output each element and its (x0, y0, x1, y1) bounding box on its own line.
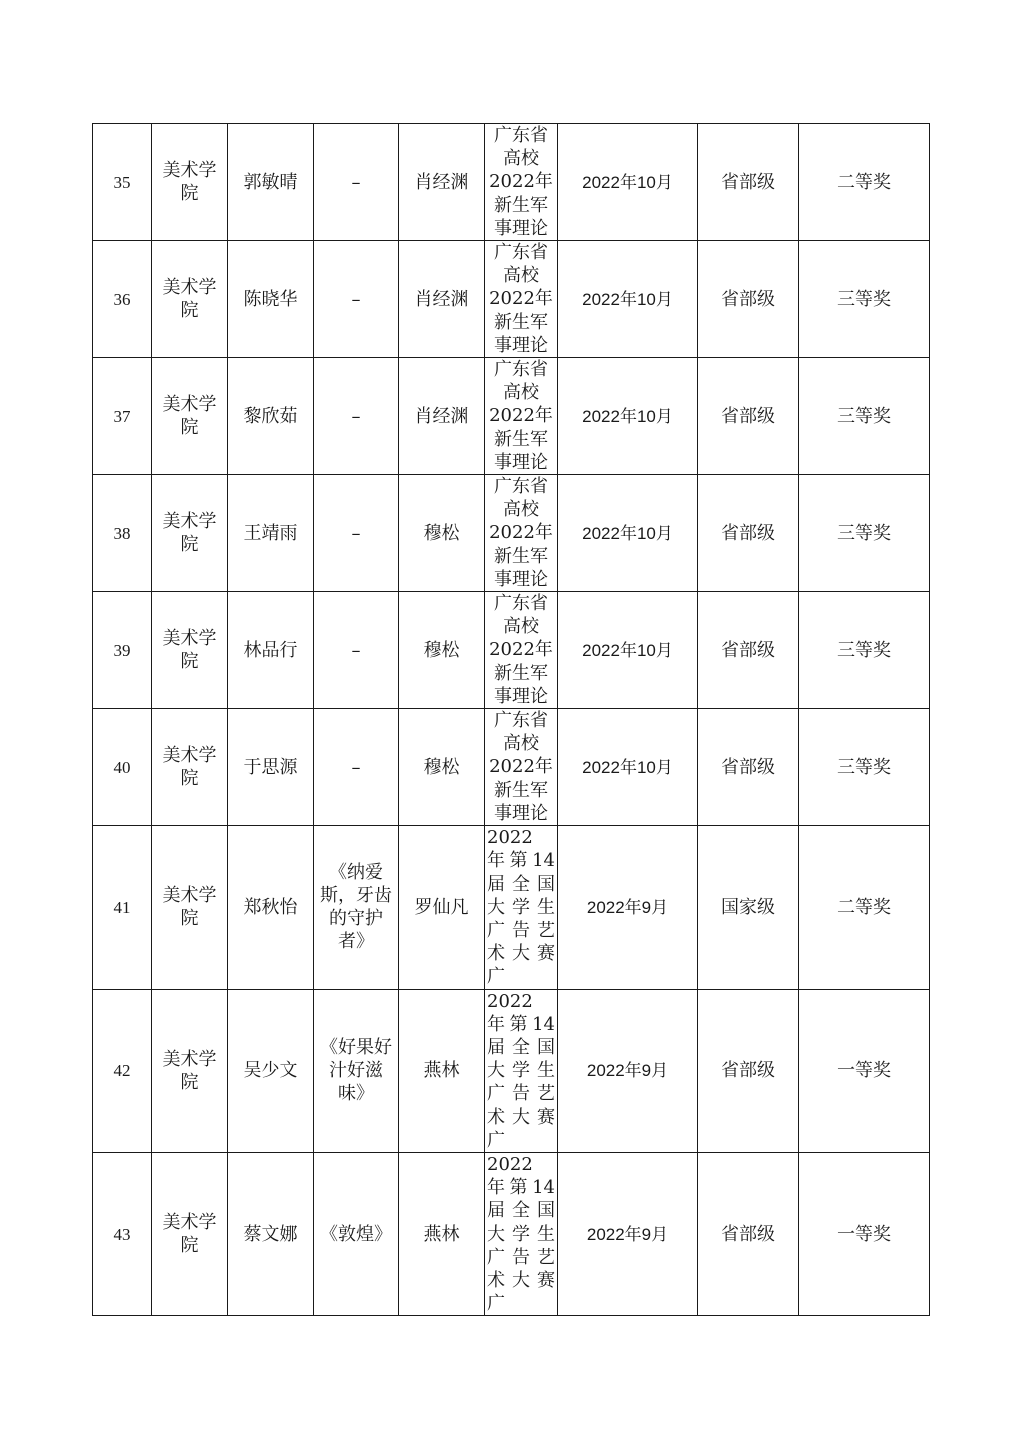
table-row (93, 592, 930, 709)
row-number-cell: 37 (93, 358, 152, 475)
teacher-name-cell: 穆松 (399, 592, 485, 709)
competition-name-text: 2022 年第14届全国大学生广告艺术大赛广 (487, 827, 555, 988)
row-number-cell: 41 (93, 826, 152, 989)
student-name-cell: 于思源 (228, 709, 314, 826)
student-name-cell: 郭敏晴 (228, 124, 314, 241)
row-number-cell: 35 (93, 124, 152, 241)
teacher-name-cell: 燕林 (399, 989, 485, 1152)
work-title-cell: – (314, 241, 399, 358)
award-date-cell: 2022年10月 (558, 358, 698, 475)
award-date-cell: 2022年9月 (558, 826, 698, 989)
row-number-cell: 39 (93, 592, 152, 709)
teacher-name-cell: 肖经渊 (399, 358, 485, 475)
work-title-cell: 《纳爱斯，牙齿的守护者》 (314, 826, 399, 989)
work-title-cell: – (314, 358, 399, 475)
competition-name-text: 2022 年第14届全国大学生广告艺术大赛广 (487, 990, 555, 1151)
work-title-cell: – (314, 475, 399, 592)
college-cell: 美术学院 (152, 826, 228, 989)
award-date-cell: 2022年9月 (558, 989, 698, 1152)
award-date-cell: 2022年10月 (558, 124, 698, 241)
award-level-cell: 省部级 (698, 124, 799, 241)
award-grade-cell: 三等奖 (799, 241, 930, 358)
award-grade-cell: 二等奖 (799, 826, 930, 989)
award-grade-cell: 三等奖 (799, 358, 930, 475)
row-number-cell: 43 (93, 1152, 152, 1315)
table-row (93, 241, 930, 358)
competition-name-text: 广东省高校2022年新生军事理论 (489, 359, 553, 473)
college-cell: 美术学院 (152, 358, 228, 475)
award-date-cell: 2022年10月 (558, 475, 698, 592)
competition-name-cell (485, 709, 558, 826)
work-title-cell: – (314, 592, 399, 709)
competition-name-cell (485, 475, 558, 592)
row-number-cell: 40 (93, 709, 152, 826)
competition-name-cell (485, 826, 558, 989)
award-grade-cell: 三等奖 (799, 475, 930, 592)
competition-name-text: 广东省高校2022年新生军事理论 (489, 125, 553, 239)
award-level-cell: 省部级 (698, 475, 799, 592)
row-number-cell: 42 (93, 989, 152, 1152)
award-level-cell: 省部级 (698, 989, 799, 1152)
award-date-cell: 2022年10月 (558, 709, 698, 826)
award-grade-cell: 三等奖 (799, 592, 930, 709)
work-title-cell: 《敦煌》 (314, 1152, 399, 1315)
award-grade-cell: 二等奖 (799, 124, 930, 241)
competition-name-cell (485, 124, 558, 241)
award-grade-cell: 三等奖 (799, 709, 930, 826)
table-row (93, 1152, 930, 1315)
work-title-cell: 《好果好汁好滋味》 (314, 989, 399, 1152)
student-name-cell: 林品行 (228, 592, 314, 709)
award-grade-cell: 一等奖 (799, 989, 930, 1152)
competition-name-text: 广东省高校2022年新生军事理论 (489, 710, 553, 824)
competition-name-text: 广东省高校2022年新生军事理论 (489, 476, 553, 590)
student-name-cell: 陈晓华 (228, 241, 314, 358)
competition-name-cell (485, 989, 558, 1152)
table-row (93, 989, 930, 1152)
student-name-cell: 蔡文娜 (228, 1152, 314, 1315)
award-date-cell: 2022年10月 (558, 241, 698, 358)
teacher-name-cell: 燕林 (399, 1152, 485, 1315)
table-row (93, 358, 930, 475)
competition-name-text: 广东省高校2022年新生军事理论 (489, 242, 553, 356)
table-row (93, 709, 930, 826)
competition-name-cell (485, 592, 558, 709)
competition-name-cell (485, 1152, 558, 1315)
award-table-body (93, 124, 930, 1316)
award-level-cell: 省部级 (698, 709, 799, 826)
table-row (93, 124, 930, 241)
table-row (93, 826, 930, 989)
college-cell: 美术学院 (152, 1152, 228, 1315)
student-name-cell: 吴少文 (228, 989, 314, 1152)
teacher-name-cell: 穆松 (399, 475, 485, 592)
award-date-cell: 2022年10月 (558, 592, 698, 709)
row-number-cell: 36 (93, 241, 152, 358)
award-grade-cell: 一等奖 (799, 1152, 930, 1315)
college-cell: 美术学院 (152, 475, 228, 592)
competition-name-cell (485, 358, 558, 475)
row-number-cell: 38 (93, 475, 152, 592)
teacher-name-cell: 肖经渊 (399, 241, 485, 358)
work-title-cell: – (314, 709, 399, 826)
teacher-name-cell: 罗仙凡 (399, 826, 485, 989)
award-level-cell: 省部级 (698, 241, 799, 358)
teacher-name-cell: 穆松 (399, 709, 485, 826)
award-level-cell: 省部级 (698, 592, 799, 709)
award-table (92, 123, 930, 1316)
student-name-cell: 王靖雨 (228, 475, 314, 592)
college-cell: 美术学院 (152, 709, 228, 826)
college-cell: 美术学院 (152, 989, 228, 1152)
student-name-cell: 郑秋怡 (228, 826, 314, 989)
competition-name-text: 广东省高校2022年新生军事理论 (489, 593, 553, 707)
award-level-cell: 省部级 (698, 1152, 799, 1315)
competition-name-cell (485, 241, 558, 358)
teacher-name-cell: 肖经渊 (399, 124, 485, 241)
award-level-cell: 省部级 (698, 358, 799, 475)
table-row (93, 475, 930, 592)
award-date-cell: 2022年9月 (558, 1152, 698, 1315)
award-level-cell: 国家级 (698, 826, 799, 989)
college-cell: 美术学院 (152, 592, 228, 709)
student-name-cell: 黎欣茹 (228, 358, 314, 475)
college-cell: 美术学院 (152, 241, 228, 358)
college-cell: 美术学院 (152, 124, 228, 241)
work-title-cell: – (314, 124, 399, 241)
competition-name-text: 2022 年第14届全国大学生广告艺术大赛广 (487, 1153, 555, 1315)
